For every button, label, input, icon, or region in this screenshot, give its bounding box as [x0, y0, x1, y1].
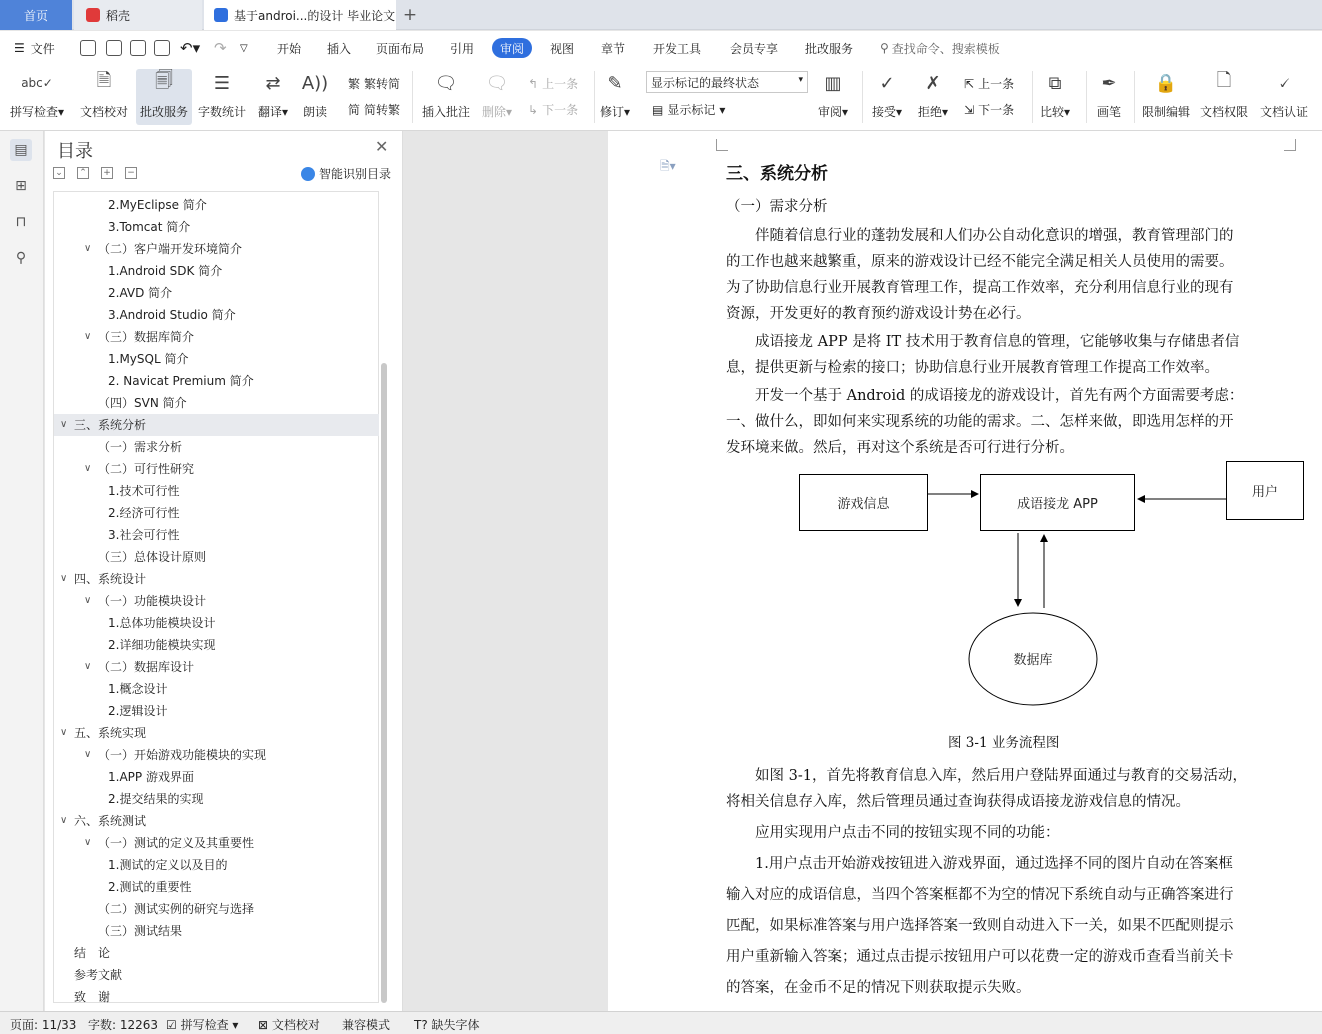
toc-item-label: 3.Tomcat 简介	[108, 220, 191, 234]
menu-correction[interactable]: 批改服务	[805, 41, 854, 56]
status-proof[interactable]	[258, 1016, 320, 1033]
figure-caption: 图 3-1 业务流程图	[948, 735, 1060, 751]
toc-item[interactable]	[54, 898, 379, 920]
missing-font-button[interactable]	[414, 1016, 480, 1033]
paragraph-2	[726, 329, 1286, 381]
toc-item-label: 六、系统测试	[74, 814, 147, 828]
collapse-all-icon[interactable]: ⌄	[53, 167, 65, 179]
paragraph-line: 成语接龙 APP 是将 IT 技术用于教育信息的管理，它能够收集与存储患者信	[726, 334, 1240, 350]
tab-document[interactable]	[204, 0, 396, 30]
paragraph-3	[726, 383, 1286, 461]
pen-button[interactable]	[1096, 69, 1122, 125]
game-info-label: 游戏信息	[837, 497, 890, 512]
markup-state-value: 显示标记的最终状态	[651, 76, 760, 90]
toc-item[interactable]	[54, 612, 379, 634]
simp-to-trad-label: 简转繁	[364, 103, 401, 117]
redo-icon[interactable]: ↷	[214, 39, 227, 57]
toc-item-label: 3.社会可行性	[108, 528, 180, 542]
toc-item-label: 1.概念设计	[108, 682, 168, 696]
compare-button[interactable]: ⧉ 比较▾	[1040, 69, 1070, 125]
toc-item-label: 2.逻辑设计	[108, 704, 168, 718]
insert-comment-button[interactable]	[422, 69, 470, 125]
markup-state-select[interactable]	[646, 71, 808, 93]
show-markup-label: 显示标记	[667, 103, 716, 117]
toc-item-label: 1.技术可行性	[108, 484, 180, 498]
print-preview-icon[interactable]	[154, 40, 170, 56]
missing-font-icon: T?	[414, 1018, 428, 1032]
toc-item[interactable]	[54, 348, 379, 370]
toc-item-label: 2.测试的重要性	[108, 880, 192, 894]
simp-trad-icon: 简	[348, 103, 361, 117]
next-comment-button[interactable]	[528, 101, 578, 118]
next-change-label: 下一条	[978, 103, 1015, 117]
menu-chapter[interactable]: 章节	[601, 41, 626, 56]
review-pane-button[interactable]: ▥ 审阅▾	[818, 69, 848, 125]
accept-icon: ✓	[879, 72, 895, 94]
chevron-down-icon[interactable]: ∨	[60, 419, 68, 430]
review-pane-label: 审阅	[818, 105, 843, 119]
chevron-down-icon[interactable]: ∨	[60, 815, 68, 826]
chevron-down-icon[interactable]: ∨	[84, 661, 92, 672]
toc-item[interactable]	[54, 392, 379, 414]
toc-item[interactable]	[54, 458, 379, 480]
tab-home-label: 首页	[23, 8, 48, 23]
file-menu[interactable]	[14, 31, 55, 65]
toc-item[interactable]	[54, 282, 379, 304]
toc-item[interactable]	[54, 480, 379, 502]
toc-item[interactable]	[54, 524, 379, 546]
ribbon-divider	[1134, 71, 1135, 123]
trad-to-simp-button[interactable]	[348, 75, 400, 92]
pen-icon: ✒	[1101, 72, 1117, 94]
compat-mode-indicator: 兼容模式	[342, 1018, 391, 1032]
translate-icon: ⇄	[265, 72, 281, 94]
toc-item-label: 致 谢	[74, 990, 111, 1004]
prev-change-icon: ⇱	[964, 76, 975, 91]
doc-proof-button[interactable]	[80, 69, 128, 125]
track-changes-button[interactable]: ✎ 修订▾	[600, 69, 630, 125]
toc-item-label: 2. Navicat Premium 简介	[108, 374, 254, 388]
toc-item[interactable]	[54, 546, 379, 568]
doc-permission-button[interactable]	[1200, 69, 1248, 125]
toc-item[interactable]	[54, 414, 379, 436]
toc-item[interactable]	[54, 260, 379, 282]
track-changes-icon: ✎	[607, 72, 623, 94]
paragraph-1	[726, 223, 1286, 327]
toc-item[interactable]	[54, 854, 379, 876]
smart-toc-label: 智能识别目录	[319, 167, 392, 181]
margin-corner-mark	[716, 139, 728, 151]
insert-comment-label: 插入批注	[422, 105, 471, 119]
paragraph-4	[726, 763, 1286, 815]
spell-check-button[interactable]: abc✓ 拼写检查▾	[10, 69, 64, 125]
toc-item[interactable]	[54, 568, 379, 590]
toc-item[interactable]	[54, 744, 379, 766]
export-pdf-icon[interactable]	[106, 40, 122, 56]
status-spell-label: 拼写检查	[180, 1018, 229, 1032]
paragraph-line: 资源，开发更好的教育预约游戏设计势在必行。	[726, 306, 1031, 322]
lock-icon: 🔒	[1154, 72, 1178, 94]
user-label: 用户	[1251, 485, 1278, 500]
prev-comment-icon: ↰	[528, 76, 539, 91]
delete-comment-icon: 🗨	[485, 72, 509, 94]
paragraph-line: 息，提供更新与检索的接口；协助信息行业开展教育管理工作提高工作效率。	[726, 360, 1219, 376]
review-ribbon	[0, 65, 1322, 131]
toc-item-label: （三）数据库简介	[98, 330, 195, 344]
toc-item-label: （一）开始游戏功能模块的实现	[98, 748, 267, 762]
toc-item[interactable]	[54, 634, 379, 656]
toc-item[interactable]	[54, 370, 379, 392]
next-comment-label: 下一条	[542, 103, 579, 117]
toc-item[interactable]	[54, 326, 379, 348]
doc-certify-icon: 🗸	[1277, 72, 1291, 94]
correction-service-label: 批改服务	[139, 105, 188, 119]
chevron-down-icon[interactable]: ∨	[84, 837, 92, 848]
word-count-icon: ☰	[213, 72, 231, 94]
toc-item-label: 2.经济可行性	[108, 506, 180, 520]
toc-item-label: 1.测试的定义以及目的	[108, 858, 228, 872]
prev-change-label: 上一条	[978, 77, 1015, 91]
toc-item-label: 2.详细功能模块实现	[108, 638, 216, 652]
search-icon: ⚲	[880, 41, 889, 55]
flow-diagram-lines	[608, 451, 1322, 711]
status-proof-label: 文档校对	[271, 1018, 320, 1032]
toc-item[interactable]	[54, 590, 379, 612]
section-heading: 三、系统分析	[726, 164, 828, 184]
menu-reference[interactable]: 引用	[450, 41, 475, 56]
command-search-label: 查找命令、搜索模板	[891, 41, 1000, 56]
toc-item[interactable]	[54, 810, 379, 832]
close-icon[interactable]: ✕	[375, 137, 389, 156]
toc-item[interactable]	[54, 876, 379, 898]
page-indicator[interactable]: 页面: 11/33	[10, 1018, 77, 1032]
translate-label: 翻译	[258, 105, 283, 119]
checkbox-icon: ☑	[166, 1018, 177, 1032]
accept-label: 接受	[872, 105, 897, 119]
simp-to-trad-button[interactable]	[348, 101, 400, 118]
tab-daoke[interactable]	[74, 0, 202, 30]
app-box	[980, 474, 1135, 531]
paragraph-line: 用户重新输入答案；通过点击提示按钮用户可以花费一定的游戏币查看当前关卡	[726, 949, 1234, 965]
menu-insert[interactable]: 插入	[327, 41, 352, 56]
toc-item-label: 1.总体功能模块设计	[108, 616, 216, 630]
toc-item-label: 参考文献	[74, 968, 123, 982]
smart-toc-icon	[301, 167, 315, 181]
word-count-button[interactable]	[198, 69, 246, 125]
doc-proof-icon: 🗎	[96, 70, 112, 91]
toc-item[interactable]	[54, 722, 379, 744]
toc-item-label: （二）数据库设计	[98, 660, 195, 674]
prev-change-button[interactable]	[964, 75, 1014, 92]
compare-label: 比较	[1040, 105, 1065, 119]
toc-item-label: 四、系统设计	[74, 572, 147, 586]
toc-item-label: 结 论	[74, 946, 111, 960]
toc-item[interactable]	[54, 964, 379, 986]
tab-daoke-label: 稻壳	[106, 8, 131, 23]
paragraph-line: 将相关信息存入库，然后管理员通过查询获得成语接龙游戏信息的情况。	[726, 794, 1190, 810]
paragraph-line: 发环境来做。然后，再对这个系统是否可行进行分析。	[726, 440, 1074, 456]
menu-devtools[interactable]: 开发工具	[653, 41, 702, 56]
toc-item[interactable]	[54, 304, 379, 326]
chevron-down-icon: ▾	[798, 75, 803, 85]
toc-item[interactable]	[54, 436, 379, 458]
file-menu-label: 文件	[30, 41, 55, 56]
correction-service-icon: 🗐	[155, 70, 173, 91]
tab-document-label: 基于androi...的设计 毕业论文	[234, 8, 396, 23]
daoke-logo-icon	[86, 8, 100, 22]
compare-icon: ⧉	[1048, 72, 1062, 94]
nav-rail	[0, 131, 44, 1011]
save-icon[interactable]	[80, 40, 96, 56]
paragraph-line: 1.用户点击开始游戏按钮进入游戏界面，通过选择不同的图片自动在答案框	[726, 856, 1233, 872]
document-canvas-margin	[404, 131, 608, 1011]
paragraph-6	[726, 849, 1286, 1004]
toc-panel-icon[interactable]: ▤	[10, 139, 32, 161]
menu-member[interactable]: 会员专享	[730, 41, 779, 56]
doc-permission-label: 文档权限	[1200, 105, 1249, 119]
word-count-label: 字数统计	[198, 105, 247, 119]
status-spell-check[interactable]: ☑ 拼写检查 ▾	[166, 1018, 239, 1032]
doc-permission-icon: 🗋	[1216, 70, 1232, 91]
toc-item[interactable]	[54, 502, 379, 524]
undo-icon[interactable]: ↶▾	[180, 39, 201, 57]
doc-proof-label: 文档校对	[80, 105, 129, 119]
menu-bar	[0, 31, 1322, 65]
reject-label: 拒绝	[918, 105, 943, 119]
smart-toc-button[interactable]	[301, 165, 391, 182]
insert-comment-icon: 🗨	[434, 72, 458, 94]
user-box	[1226, 461, 1304, 520]
missing-font-label: 缺失字体	[431, 1018, 480, 1032]
toc-item[interactable]	[54, 832, 379, 854]
chevron-down-icon[interactable]: ∨	[84, 331, 92, 342]
subsection-heading: （一）需求分析	[726, 199, 828, 215]
ribbon-divider	[862, 71, 863, 123]
paragraph-line: 一、做什么，即如何来实现系统的功能的需求。二、怎样来做，即选用怎样的开	[726, 414, 1234, 430]
toc-item-label: （一）需求分析	[98, 440, 183, 454]
toc-item-label: （四）SVN 简介	[98, 396, 187, 410]
paragraph-5: 应用实现用户点击不同的按钮实现不同的功能：	[726, 825, 1060, 841]
tab-bar	[0, 0, 1322, 30]
paragraph-line: 的工作也越来越繁重，原来的游戏设计已经不能完全满足相关人员使用的需要。	[726, 254, 1234, 270]
toc-item[interactable]	[54, 920, 379, 942]
doc-certify-label: 文档认证	[1260, 105, 1309, 119]
chevron-down-icon[interactable]: ∨	[84, 595, 92, 606]
toc-item-label: 1.Android SDK 简介	[108, 264, 223, 278]
new-tab-button[interactable]: +	[402, 5, 418, 25]
margin-corner-mark	[1284, 139, 1296, 151]
toc-item[interactable]	[54, 656, 379, 678]
chevron-down-icon[interactable]: ∨	[60, 573, 68, 584]
toc-item-label: （三）测试结果	[98, 924, 183, 938]
spell-check-icon: abc✓	[21, 76, 53, 90]
toc-item-label: （一）测试的定义及其重要性	[98, 836, 255, 850]
database-label: 数据库	[1013, 653, 1053, 668]
remove-heading-icon[interactable]: −	[125, 167, 137, 179]
search-icon[interactable]: ⚲	[15, 250, 27, 266]
status-bar	[0, 1011, 1322, 1034]
toc-item-label: （一）功能模块设计	[98, 594, 207, 608]
toc-item-label: 1.MySQL 简介	[108, 352, 189, 366]
add-heading-icon[interactable]: +	[101, 167, 113, 179]
toc-item[interactable]	[54, 700, 379, 722]
paragraph-line: 为了协助信息行业开展教育管理工作，提高工作效率，充分利用信息行业的现有	[726, 280, 1234, 296]
trad-to-simp-label: 繁转简	[364, 77, 401, 91]
toc-item-label: （二）可行性研究	[98, 462, 195, 476]
expand-up-icon[interactable]: ⌃	[77, 167, 89, 179]
next-change-button[interactable]	[964, 101, 1014, 118]
menu-view[interactable]: 视图	[550, 41, 575, 56]
show-markup-icon: ▤	[652, 102, 664, 117]
ribbon-divider	[594, 71, 595, 123]
paragraph-line: 匹配，如果标准答案与用户选择答案一致则自动进入下一关，如果不匹配则提示	[726, 918, 1234, 934]
ribbon-divider	[1086, 71, 1087, 123]
restrict-edit-label: 限制编辑	[1142, 105, 1191, 119]
hamburger-icon: ☰	[14, 41, 25, 55]
reject-icon: ✗	[925, 72, 941, 94]
delete-comment-label: 删除	[482, 105, 507, 119]
chevron-down-icon[interactable]: ∨	[60, 727, 68, 738]
doc-certify-button[interactable]	[1260, 69, 1308, 125]
menu-start[interactable]: 开始	[277, 41, 302, 56]
document-page	[608, 131, 1322, 1011]
chevron-down-icon[interactable]: ∨	[84, 243, 92, 254]
paragraph-line: 伴随着信息行业的蓬勃发展和人们办公自动化意识的增强，教育管理部门的	[726, 228, 1234, 244]
toc-title: 目录	[57, 141, 93, 162]
chapter-nav-icon[interactable]: ⊞	[15, 178, 27, 194]
toc-scrollbar[interactable]	[381, 363, 387, 1003]
toc-item[interactable]	[54, 766, 379, 788]
spell-check-label: 拼写检查	[10, 105, 59, 119]
command-search[interactable]	[880, 31, 1000, 65]
toc-item-label: （二）客户端开发环境简介	[98, 242, 243, 256]
reject-button[interactable]: ✗ 拒绝▾	[918, 69, 948, 125]
app-label: 成语接龙 APP	[1017, 497, 1098, 512]
paragraph-line: 输入对应的成语信息，当四个答案框都不为空的情况下系统自动与正确答案进行	[726, 887, 1234, 903]
review-pane-icon: ▥	[824, 72, 842, 94]
toc-item-label: 五、系统实现	[74, 726, 147, 740]
toc-item[interactable]	[54, 216, 379, 238]
toc-item[interactable]	[54, 788, 379, 810]
toc-item-label: 3.Android Studio 简介	[108, 308, 236, 322]
toc-item-label: （二）测试实例的研究与选择	[98, 902, 255, 916]
pen-label: 画笔	[1096, 105, 1121, 119]
toc-item[interactable]	[54, 942, 379, 964]
read-aloud-button[interactable]	[302, 69, 328, 125]
page-options-icon[interactable]: 🗎▾	[660, 159, 676, 173]
proof-status-icon: ⊠	[258, 1018, 269, 1032]
read-aloud-label: 朗读	[302, 105, 327, 119]
game-info-box	[799, 474, 928, 531]
tab-home[interactable]	[0, 0, 72, 30]
toc-item[interactable]	[54, 986, 379, 1008]
menu-layout[interactable]: 页面布局	[376, 41, 425, 56]
ribbon-divider	[412, 71, 413, 123]
ribbon-divider	[1032, 71, 1033, 123]
menu-review[interactable]: 审阅	[492, 38, 532, 58]
track-changes-label: 修订	[600, 105, 625, 119]
next-change-icon: ⇲	[964, 102, 975, 117]
toc-list	[53, 191, 379, 1003]
toc-item[interactable]	[54, 678, 379, 700]
translate-button[interactable]: ⇄ 翻译▾	[258, 69, 288, 125]
toc-item-label: 2.提交结果的实现	[108, 792, 204, 806]
print-icon[interactable]	[130, 40, 146, 56]
show-markup-button[interactable]: ▤ 显示标记 ▾	[652, 102, 726, 117]
toc-item-label: （三）总体设计原则	[98, 550, 207, 564]
next-comment-icon: ↳	[528, 102, 539, 117]
quick-access-dropdown-icon[interactable]: ▽	[240, 42, 248, 54]
toc-item-label: 1.APP 游戏界面	[108, 770, 194, 784]
bookmark-icon[interactable]: ⊓	[15, 214, 27, 230]
toc-item-label: 三、系统分析	[74, 418, 147, 432]
toc-item-label: 2.AVD 简介	[108, 286, 173, 300]
prev-comment-button[interactable]	[528, 75, 578, 92]
writer-logo-icon	[214, 8, 228, 22]
toc-item-label: 2.MyEclipse 简介	[108, 198, 207, 212]
delete-comment-button[interactable]: 🗨 删除▾	[482, 69, 512, 125]
toc-item[interactable]	[54, 194, 379, 216]
paragraph-line: 开发一个基于 Android 的成语接龙的游戏设计，首先有两个方面需要考虑：	[726, 388, 1244, 404]
correction-service-button[interactable]	[136, 69, 192, 125]
chevron-down-icon[interactable]: ∨	[84, 749, 92, 760]
prev-comment-label: 上一条	[542, 77, 579, 91]
chevron-down-icon[interactable]: ∨	[84, 463, 92, 474]
restrict-edit-button[interactable]	[1142, 69, 1190, 125]
word-count-indicator[interactable]: 字数: 12263	[88, 1018, 159, 1032]
toc-panel	[45, 131, 403, 1011]
paragraph-line: 的答案，在金币不足的情况下则获取提示失败。	[726, 980, 1031, 996]
trad-simp-icon: 繁	[348, 77, 361, 91]
accept-button[interactable]: ✓ 接受▾	[872, 69, 902, 125]
read-aloud-icon: A))	[301, 72, 329, 94]
toc-item[interactable]	[54, 238, 379, 260]
paragraph-line: 如图 3-1，首先将教育信息入库，然后用户登陆界面通过与教育的交易活动，	[726, 768, 1247, 784]
